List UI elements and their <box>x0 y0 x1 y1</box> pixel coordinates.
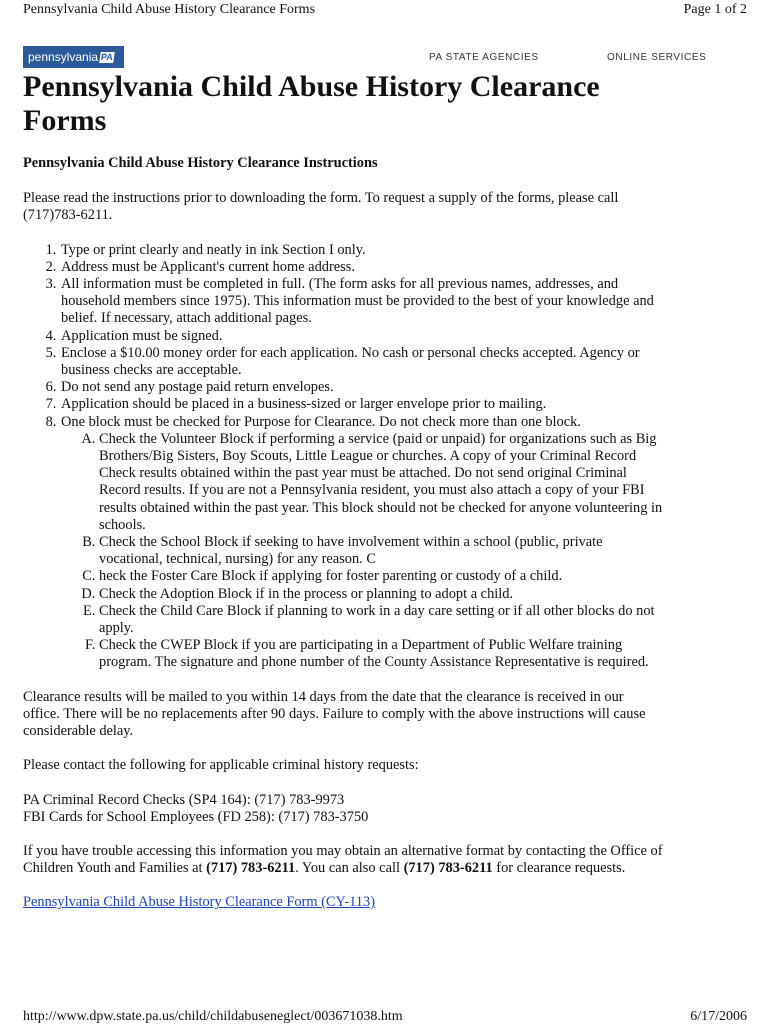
clearance-form-link[interactable]: Pennsylvania Child Abuse History Clearance Form (CY-113) <box>23 894 375 911</box>
sublist-item: C. heck the Foster Care Block if applying for foster parenting or custody of a child. <box>99 568 663 585</box>
list-item: 5. Enclose a $10.00 money order for each application. No cash or personal checks accepted. Agency or business checks are acceptable. <box>60 345 663 379</box>
pennsylvania-logo[interactable] <box>23 46 124 68</box>
footer-date: 6/17/2006 <box>690 1009 747 1024</box>
nav-online-services[interactable]: ONLINE SERVICES <box>607 52 707 63</box>
contact-intro: Please contact the following for applicable criminal history requests: <box>23 757 419 774</box>
footer-url: http://www.dpw.state.pa.us/child/childabuseneglect/003671038.htm <box>23 1009 403 1024</box>
intro-paragraph: Please read the instructions prior to downloading the form. To request a supply of the forms, please call (717)783-6211. <box>23 190 619 224</box>
list-item: 6. Do not send any postage paid return envelopes. <box>60 379 663 396</box>
logo-text: pennsylvania <box>28 50 99 64</box>
list-item: 2. Address must be Applicant's current home address. <box>60 259 663 276</box>
print-header-title: Pennsylvania Child Abuse History Clearance Forms <box>23 2 316 17</box>
sublist-item: E. Check the Child Care Block if planning to work in a day care setting or if all other blocks do not apply. <box>99 603 663 637</box>
list-item: 4. Application must be signed. <box>60 328 663 345</box>
contact-list <box>23 792 663 826</box>
phone-number: (717) 783-6211 <box>206 860 296 877</box>
list-item: 8. One block must be checked for Purpose for Clearance. Do not check more than one block. A. Check the Volunteer Block if performing a service (paid or unpaid) for organizations such as Big Brothers/Big Sisters, Boy Scouts, Little League or churches. A copy of your Criminal Record Check results obtained within the past year must be attached. Do not send original Criminal Record results. If you are not a Pennsylvania resident, you must also attach a copy of your FBI results obtained within the past year. This block should not be checked for anyone volunteering in schools. B. Check the School Block if seeking to have involvement within a school (public, private vocational, technical, nursing) for any reason. C C. heck the Foster Care Block if applying for foster parenting or custody of a child. D. Check the Adoption Block if in the process or planning to adopt a child. E. Check the Child Care Block if planning to work in a day care setting or if all other blocks do not apply. F. Check the CWEP Block if you are participating in a Department of Public Welfare training program. The signature and phone number of the County Assistance Representative is required. <box>60 414 663 672</box>
purpose-sublist <box>61 431 663 672</box>
phone-number: (717) 783-6211 <box>403 860 493 877</box>
instructions-list <box>23 242 663 672</box>
sublist-item: B. Check the School Block if seeking to have involvement within a school (public, private vocational, technical, nursing) for any reason. C <box>99 534 663 568</box>
print-page-number: Page 1 of 2 <box>683 2 747 17</box>
results-paragraph: Clearance results will be mailed to you within 14 days from the date that the clearance is received in our office. There will be no replacements after 90 days. Failure to comply with the above instructions will cause considerable delay. <box>23 688 646 740</box>
nav-pa-state-agencies[interactable]: PA STATE AGENCIES <box>429 52 539 63</box>
page-title: Pennsylvania Child Abuse History Clearance Forms <box>23 70 600 137</box>
sublist-item: D. Check the Adoption Block if in the process or planning to adopt a child. <box>99 586 663 603</box>
list-item: 1. Type or print clearly and neatly in ink Section I only. <box>60 242 663 259</box>
logo-badge: PA <box>100 52 114 62</box>
contact-criminal-record: PA Criminal Record Checks (SP4 164): (717) 783-9973 <box>23 791 345 808</box>
main-content <box>23 155 663 929</box>
accessibility-paragraph: If you have trouble accessing this information you may obtain an alternative format by contacting the Office of Children Youth and Families at (717) 783-6211. You can also call (717) 783-6211 for clearance requests. <box>23 842 663 877</box>
list-item: 3. All information must be completed in full. (The form asks for all previous names, addresses, and household members since 1975). This information must be provided to the best of your knowledge and belief. If necessary, attach additional pages. <box>60 276 663 328</box>
sublist-item: A. Check the Volunteer Block if performing a service (paid or unpaid) for organizations such as Big Brothers/Big Sisters, Boy Scouts, Little League or churches. A copy of your Criminal Record Check results obtained within the past year must be attached. Do not send original Criminal Record results. If you are not a Pennsylvania resident, you must also attach a copy of your FBI results obtained within the past year. This block should not be checked for anyone volunteering in schools. <box>99 431 663 534</box>
contact-fbi-cards: FBI Cards for School Employees (FD 258): (717) 783-3750 <box>23 808 369 825</box>
sublist-item: F. Check the CWEP Block if you are participating in a Department of Public Welfare training program. The signature and phone number of the County Assistance Representative is required. <box>99 637 663 671</box>
list-item: 7. Application should be placed in a business-sized or larger envelope prior to mailing. <box>60 396 663 413</box>
section-heading: Pennsylvania Child Abuse History Clearance Instructions <box>23 155 378 171</box>
